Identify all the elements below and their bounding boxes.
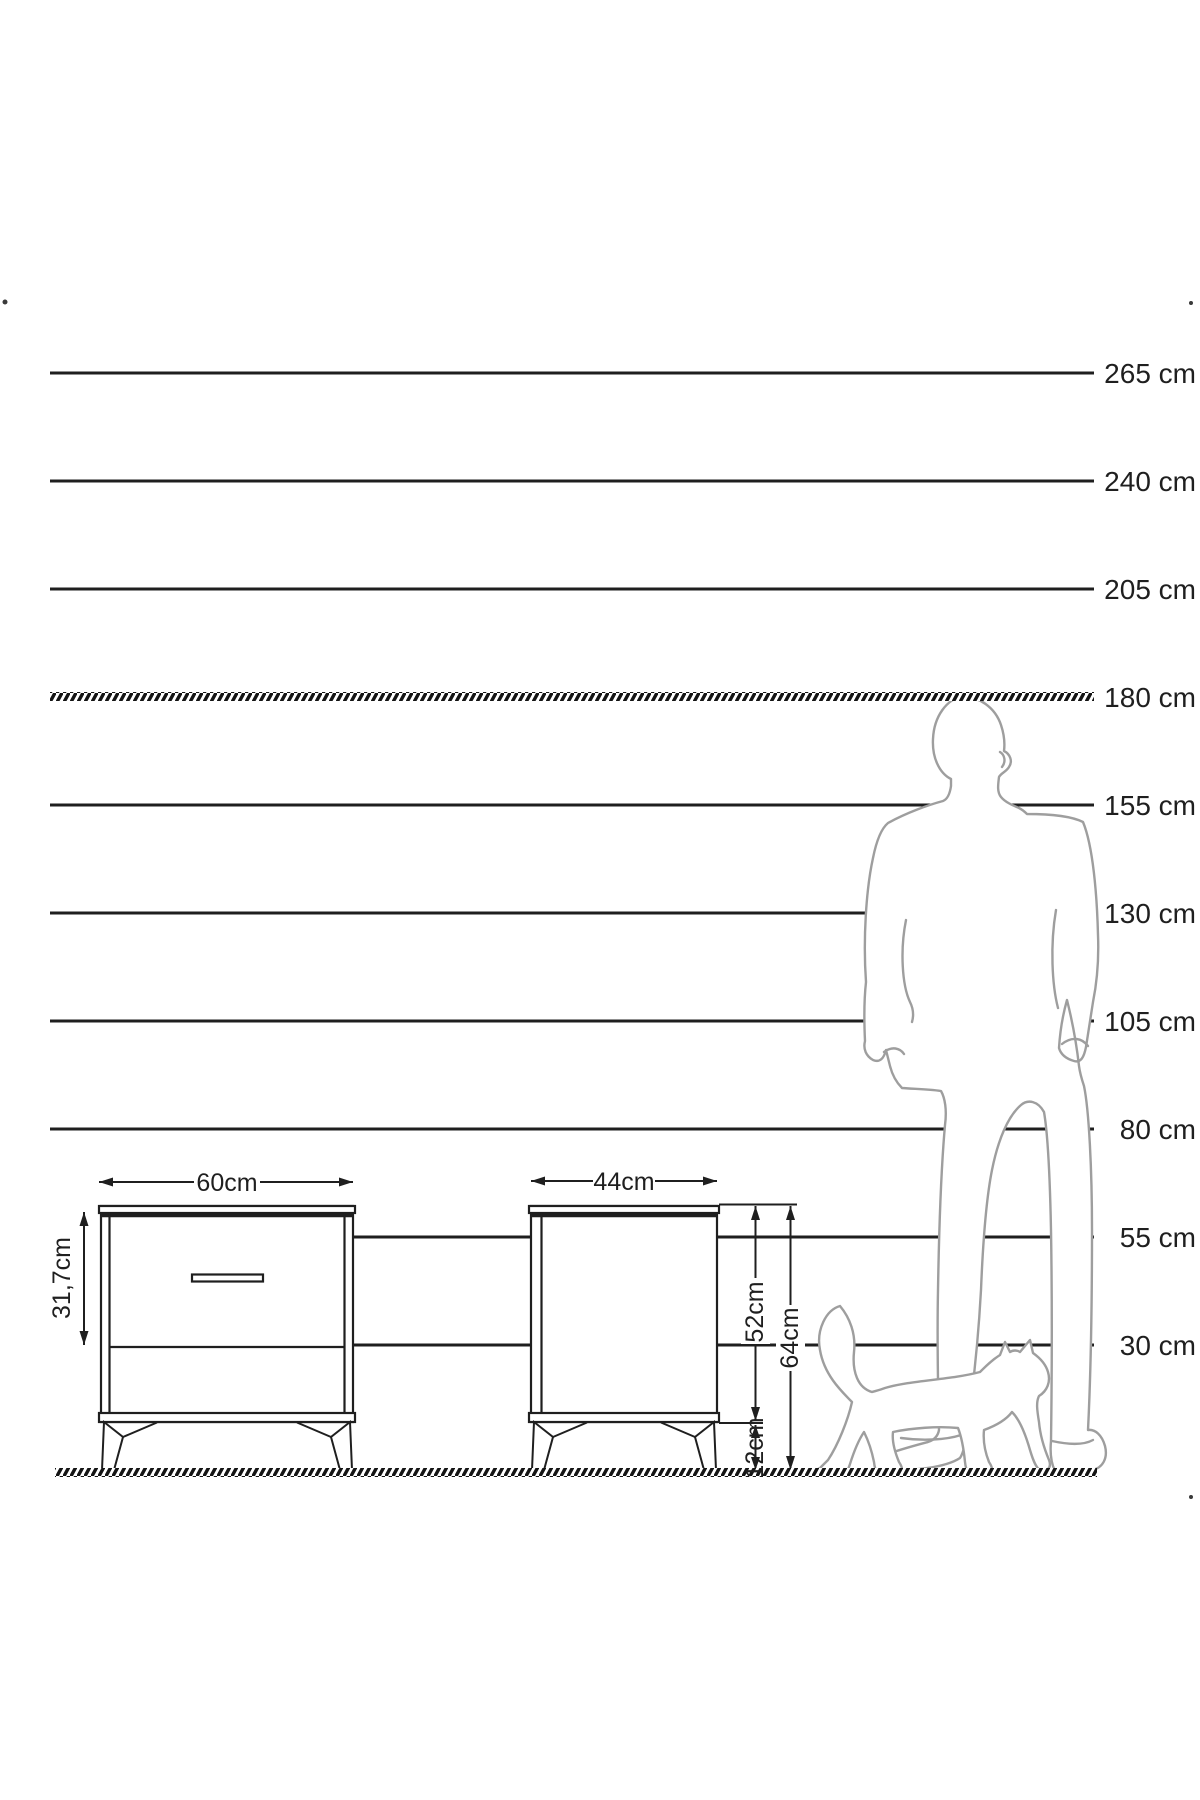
hatched-180cm-line xyxy=(50,692,1094,701)
front-legs xyxy=(102,1422,352,1470)
front-bottom-panel xyxy=(99,1413,355,1422)
side-legs xyxy=(532,1422,716,1470)
man-outline xyxy=(864,696,1106,1471)
ruler-label-55: 55 cm xyxy=(1119,1222,1196,1253)
side-bottom-panel xyxy=(529,1413,719,1422)
front-drawer-arrow-bottom xyxy=(80,1331,89,1345)
front-drawer-arrow-top xyxy=(80,1212,89,1226)
nightstand-front-view xyxy=(99,1206,355,1470)
ruler-label-80: 80 cm xyxy=(1119,1114,1196,1145)
ruler-label-180: 180 cm xyxy=(1104,682,1196,713)
ruler-label-130: 130 cm xyxy=(1104,898,1196,929)
ruler-label-240: 240 cm xyxy=(1104,466,1196,497)
front-leg-right xyxy=(331,1422,352,1470)
front-drawer-handle xyxy=(192,1275,263,1282)
nightstand-side-view xyxy=(529,1206,719,1470)
artifact-dot-right-top xyxy=(1189,301,1193,305)
side-leg-height-label: 12cm xyxy=(741,1417,769,1479)
man-silhouette xyxy=(864,696,1106,1471)
front-drawer-height-label: 31,7cm xyxy=(48,1237,76,1319)
ruler-label-205: 205 cm xyxy=(1104,574,1196,605)
ruler-label-155: 155 cm xyxy=(1104,790,1196,821)
ruler-label-265: 265 cm xyxy=(1104,358,1196,389)
front-leg-left-brace xyxy=(123,1423,157,1438)
front-leg-right-brace xyxy=(297,1423,331,1438)
front-top-panel xyxy=(99,1206,355,1213)
side-leg-left xyxy=(532,1422,553,1470)
side-top-panel xyxy=(529,1206,719,1213)
front-carcass xyxy=(101,1206,353,1422)
front-width-arrow-right xyxy=(339,1178,353,1187)
side-body-height-label: 52cm xyxy=(741,1281,769,1343)
side-total-arrow-bottom xyxy=(786,1456,795,1470)
side-total-arrow-top xyxy=(786,1206,795,1220)
front-drawer-height-dimension xyxy=(80,1212,89,1345)
front-width-arrow-left xyxy=(99,1178,113,1187)
side-carcass xyxy=(531,1206,717,1422)
artifact-dot-left xyxy=(3,300,8,305)
artifact-dot-right-bottom xyxy=(1189,1495,1193,1499)
side-leg-right xyxy=(695,1422,716,1470)
ruler-label-105: 105 cm xyxy=(1104,1006,1196,1037)
side-depth-label: 44cm xyxy=(593,1168,655,1196)
side-leg-left-brace xyxy=(553,1423,587,1438)
side-depth-arrow-right xyxy=(703,1177,717,1186)
side-total-height-label: 64cm xyxy=(776,1307,804,1369)
ruler-labels xyxy=(1104,358,1196,1361)
side-depth-arrow-left xyxy=(531,1177,545,1186)
front-width-label: 60cm xyxy=(196,1169,258,1197)
side-body-arrow-top xyxy=(751,1206,760,1220)
side-leg-right-brace xyxy=(661,1423,695,1438)
front-leg-left xyxy=(102,1422,123,1470)
ground-line xyxy=(55,1468,1097,1477)
ruler-label-30: 30 cm xyxy=(1119,1330,1196,1361)
